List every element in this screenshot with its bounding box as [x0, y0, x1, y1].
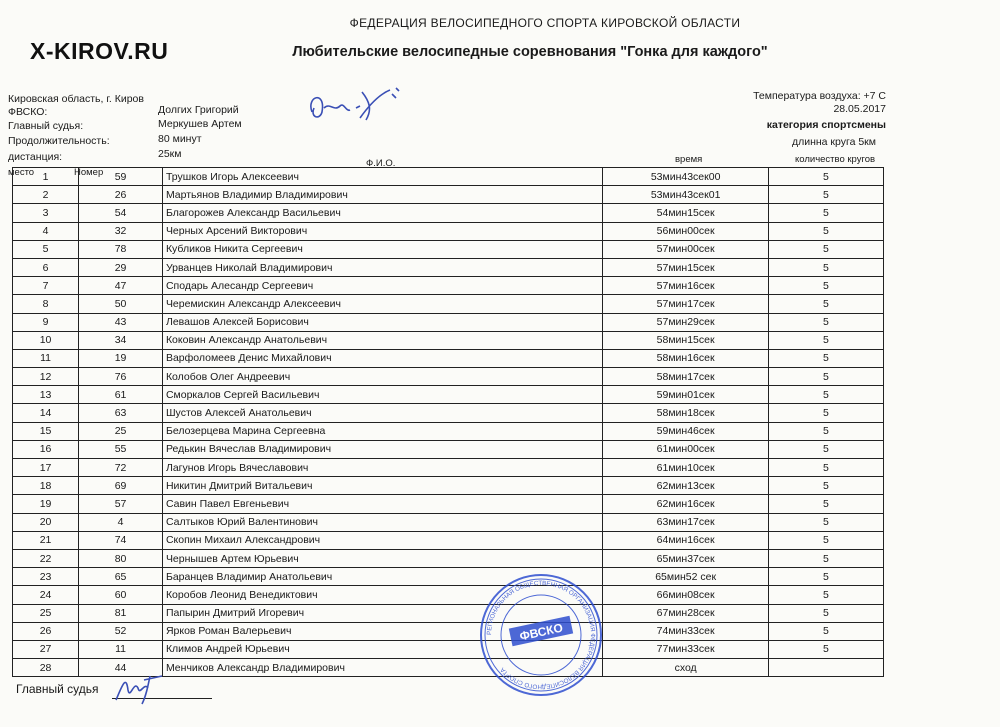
laps-cell: 5	[768, 186, 883, 204]
place-cell: 26	[13, 622, 79, 640]
table-row	[13, 277, 884, 295]
place-cell: 3	[13, 204, 79, 222]
name-cell: Урванцев Николай Владимирович	[162, 258, 603, 276]
number-cell: 69	[79, 477, 163, 495]
number-cell: 72	[79, 459, 163, 477]
laps-cell: 5	[768, 295, 883, 313]
lap-length-text: длинна круга 5км	[791, 136, 876, 148]
number-cell: 19	[79, 349, 163, 367]
laps-cell	[768, 659, 883, 677]
time-cell: 53мин43сек01	[603, 186, 768, 204]
table-row	[13, 186, 884, 204]
temperature-text: Температура воздуха: +7 С	[753, 90, 886, 102]
number-cell: 47	[79, 277, 163, 295]
time-cell: сход	[603, 659, 768, 677]
laps-cell: 5	[768, 386, 883, 404]
laps-cell: 5	[768, 422, 883, 440]
results-body	[13, 168, 884, 677]
place-cell: 25	[13, 604, 79, 622]
table-row	[13, 240, 884, 258]
time-cell: 64мин16сек	[603, 531, 768, 549]
place-cell: 27	[13, 640, 79, 658]
laps-cell: 5	[768, 549, 883, 567]
place-cell: 18	[13, 477, 79, 495]
table-row	[13, 295, 884, 313]
name-cell: Баранцев Владимир Анатольевич	[162, 568, 603, 586]
table-row	[13, 549, 884, 567]
name-cell: Сподарь Алесандр Сергеевич	[162, 277, 603, 295]
laps-cell: 5	[768, 513, 883, 531]
place-cell: 14	[13, 404, 79, 422]
place-cell: 2	[13, 186, 79, 204]
number-cell: 11	[79, 640, 163, 658]
header-time: время	[675, 154, 703, 165]
name-cell: Левашов Алексей Борисович	[162, 313, 603, 331]
number-cell: 44	[79, 659, 163, 677]
name-cell: Лагунов Игорь Вячеславович	[162, 459, 603, 477]
time-cell: 59мин46сек	[603, 422, 768, 440]
number-cell: 60	[79, 586, 163, 604]
place-cell: 7	[13, 277, 79, 295]
laps-cell: 5	[768, 240, 883, 258]
fvsko-label: ФВСКО:	[8, 106, 48, 118]
time-cell: 54мин15сек	[603, 204, 768, 222]
number-cell: 32	[79, 222, 163, 240]
number-cell: 81	[79, 604, 163, 622]
table-row	[13, 640, 884, 658]
name-cell: Мартьянов Владимир Владимирович	[162, 186, 603, 204]
date-text: 28.05.2017	[833, 103, 886, 115]
table-row	[13, 222, 884, 240]
laps-cell: 5	[768, 331, 883, 349]
number-cell: 76	[79, 368, 163, 386]
time-cell: 59мин01сек	[603, 386, 768, 404]
table-row	[13, 568, 884, 586]
place-cell: 19	[13, 495, 79, 513]
place-cell: 21	[13, 531, 79, 549]
name-cell: Ярков Роман Валерьевич	[162, 622, 603, 640]
number-cell: 59	[79, 168, 163, 186]
time-cell: 66мин08сек	[603, 586, 768, 604]
name-cell: Савин Павел Евгеньевич	[162, 495, 603, 513]
place-cell: 16	[13, 440, 79, 458]
time-cell: 58мин15сек	[603, 331, 768, 349]
name-cell: Трушков Игорь Алексеевич	[162, 168, 603, 186]
header-place: место	[8, 167, 35, 178]
number-cell: 78	[79, 240, 163, 258]
time-cell: 65мин52 сек	[603, 568, 768, 586]
results-table	[12, 167, 884, 677]
laps-cell: 5	[768, 368, 883, 386]
category-text: категория спортсмены	[766, 119, 886, 131]
time-cell: 57мин15сек	[603, 258, 768, 276]
stamp-center-text: ФВСКО	[518, 620, 565, 644]
time-cell: 77мин33сек	[603, 640, 768, 658]
number-cell: 52	[79, 622, 163, 640]
footer-judge	[16, 682, 99, 696]
header-laps: количество кругов	[795, 154, 876, 165]
number-cell: 54	[79, 204, 163, 222]
place-cell: 28	[13, 659, 79, 677]
name-cell: Белозерцева Марина Сергеевна	[162, 422, 603, 440]
table-row	[13, 586, 884, 604]
laps-cell: 5	[768, 313, 883, 331]
time-cell: 58мин17сек	[603, 368, 768, 386]
number-cell: 61	[79, 386, 163, 404]
number-cell: 43	[79, 313, 163, 331]
table-row	[13, 368, 884, 386]
name-cell: Никитин Дмитрий Витальевич	[162, 477, 603, 495]
time-cell: 57мин16сек	[603, 277, 768, 295]
time-cell: 57мин00сек	[603, 240, 768, 258]
time-cell: 58мин16сек	[603, 349, 768, 367]
number-cell: 26	[79, 186, 163, 204]
place-cell: 22	[13, 549, 79, 567]
table-row	[13, 331, 884, 349]
laps-cell: 5	[768, 349, 883, 367]
name-cell: Сморкалов Сергей Васильевич	[162, 386, 603, 404]
place-cell: 6	[13, 258, 79, 276]
time-cell: 57мин17сек	[603, 295, 768, 313]
time-cell: 67мин28сек	[603, 604, 768, 622]
table-row	[13, 204, 884, 222]
laps-cell: 5	[768, 204, 883, 222]
name-cell: Папырин Дмитрий Игоревич	[162, 604, 603, 622]
place-cell: 4	[13, 222, 79, 240]
place-cell: 5	[13, 240, 79, 258]
header-name: Ф.И.О.	[366, 158, 396, 169]
name-cell: Черемискин Александр Алексеевич	[162, 295, 603, 313]
laps-cell: 5	[768, 277, 883, 295]
table-row	[13, 349, 884, 367]
region-text: Кировская область, г. Киров	[8, 93, 144, 105]
table-row	[13, 459, 884, 477]
name-cell: Шустов Алексей Анатольевич	[162, 404, 603, 422]
laps-cell: 5	[768, 258, 883, 276]
number-cell: 63	[79, 404, 163, 422]
time-cell: 53мин43сек00	[603, 168, 768, 186]
name-cell: Менчиков Александр Владимирович	[162, 659, 603, 677]
name-cell: Кубликов Никита Сергеевич	[162, 240, 603, 258]
footer-judge-label: Главный судья	[16, 682, 99, 696]
time-cell: 61мин00сек	[603, 440, 768, 458]
laps-cell: 5	[768, 168, 883, 186]
place-cell: 10	[13, 331, 79, 349]
laps-cell: 5	[768, 531, 883, 549]
place-cell: 9	[13, 313, 79, 331]
place-cell: 8	[13, 295, 79, 313]
signature-header	[300, 82, 410, 127]
number-cell: 65	[79, 568, 163, 586]
table-row	[13, 531, 884, 549]
laps-cell: 5	[768, 404, 883, 422]
table-row	[13, 168, 884, 186]
table-row	[13, 386, 884, 404]
table-row	[13, 495, 884, 513]
number-cell: 29	[79, 258, 163, 276]
place-cell: 17	[13, 459, 79, 477]
place-cell: 24	[13, 586, 79, 604]
number-cell: 34	[79, 331, 163, 349]
place-cell: 13	[13, 386, 79, 404]
place-cell: 20	[13, 513, 79, 531]
name-cell: Колобов Олег Андреевич	[162, 368, 603, 386]
name-cell: Благорожев Александр Васильевич	[162, 204, 603, 222]
laps-cell: 5	[768, 459, 883, 477]
distance-label: дистанция:	[8, 151, 63, 163]
table-row	[13, 258, 884, 276]
laps-cell: 5	[768, 640, 883, 658]
stamp-ring-text: РЕГИОНАЛЬНАЯ ОБЩЕСТВЕННАЯ ОРГАНИЗАЦИЯ ФЕДЕРАЦИЯ ВЕЛОСИПЕДНОГО СПОРТА	[485, 579, 597, 691]
number-cell: 4	[79, 513, 163, 531]
signature-footer	[112, 666, 172, 706]
number-cell: 80	[79, 549, 163, 567]
table-row	[13, 404, 884, 422]
number-cell: 50	[79, 295, 163, 313]
official-stamp	[478, 572, 604, 698]
laps-cell: 5	[768, 477, 883, 495]
table-row	[13, 513, 884, 531]
fvsko-value: Долгих Григорий	[158, 104, 239, 116]
number-cell: 57	[79, 495, 163, 513]
name-cell: Климов Андрей Юрьевич	[162, 640, 603, 658]
federation-title: ФЕДЕРАЦИЯ ВЕЛОСИПЕДНОГО СПОРТА КИРОВСКОЙ ОБЛАСТИ	[349, 16, 741, 30]
duration-value: 80 минут	[158, 133, 202, 145]
place-cell: 12	[13, 368, 79, 386]
laps-cell: 5	[768, 568, 883, 586]
table-row	[13, 622, 884, 640]
time-cell: 65мин37сек	[603, 549, 768, 567]
header-number: Номер	[74, 167, 104, 178]
time-cell: 57мин29сек	[603, 313, 768, 331]
time-cell: 62мин13сек	[603, 477, 768, 495]
name-cell: Коковин Александр Анатольевич	[162, 331, 603, 349]
laps-cell: 5	[768, 586, 883, 604]
table-row	[13, 422, 884, 440]
name-cell: Черных Арсений Викторович	[162, 222, 603, 240]
laps-cell: 5	[768, 440, 883, 458]
laps-cell: 5	[768, 222, 883, 240]
time-cell: 56мин00сек	[603, 222, 768, 240]
number-cell: 25	[79, 422, 163, 440]
laps-cell: 5	[768, 604, 883, 622]
duration-label: Продолжительность:	[8, 135, 110, 147]
place-cell: 1	[13, 168, 79, 186]
name-cell: Варфоломеев Денис Михайлович	[162, 349, 603, 367]
place-cell: 15	[13, 422, 79, 440]
place-cell: 23	[13, 568, 79, 586]
judge-label: Главный судья:	[8, 120, 84, 132]
table-row	[13, 440, 884, 458]
name-cell: Чернышев Артем Юрьевич	[162, 549, 603, 567]
name-cell: Редькин Вячеслав Владимирович	[162, 440, 603, 458]
time-cell: 61мин10сек	[603, 459, 768, 477]
name-cell: Салтыков Юрий Валентинович	[162, 513, 603, 531]
laps-cell: 5	[768, 495, 883, 513]
table-row	[13, 477, 884, 495]
place-cell: 11	[13, 349, 79, 367]
table-row	[13, 313, 884, 331]
number-cell: 74	[79, 531, 163, 549]
distance-value: 25км	[158, 148, 182, 160]
number-cell: 55	[79, 440, 163, 458]
judge-value: Меркушев Артем	[158, 118, 242, 130]
table-row	[13, 604, 884, 622]
competition-title: Любительские велосипедные соревнования "Гонка для каждого"	[292, 44, 768, 60]
name-cell: Скопин Михаил Александрович	[162, 531, 603, 549]
time-cell: 58мин18сек	[603, 404, 768, 422]
time-cell: 62мин16сек	[603, 495, 768, 513]
time-cell: 74мин33сек	[603, 622, 768, 640]
laps-cell: 5	[768, 622, 883, 640]
logo-text: X-KIROV.RU	[30, 38, 169, 64]
time-cell: 63мин17сек	[603, 513, 768, 531]
name-cell: Коробов Леонид Венедиктович	[162, 586, 603, 604]
